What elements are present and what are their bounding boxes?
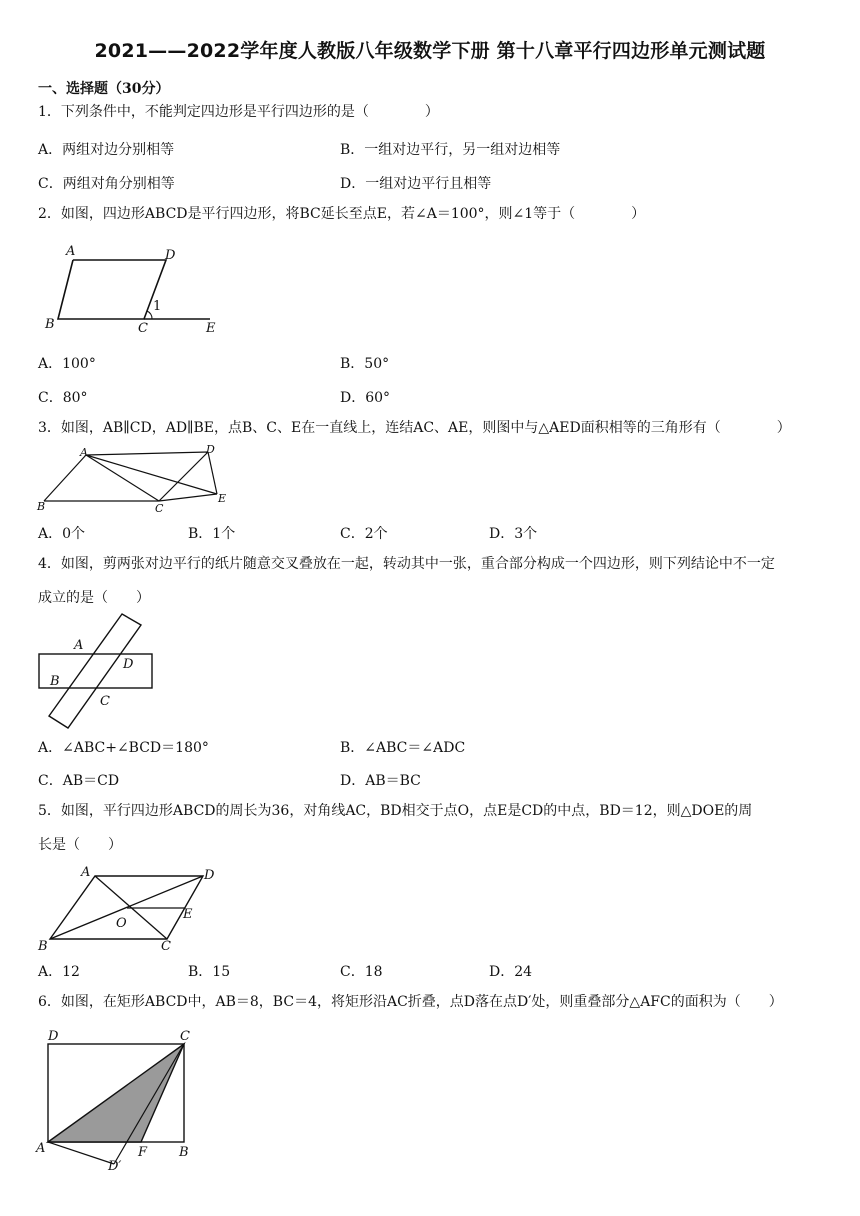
- q1-option-b: B．一组对边平行，另一组对边相等: [340, 142, 561, 158]
- question-4-stem-line-2: 成立的是（ ）: [38, 590, 150, 606]
- q6-folded-rectangle-figure: [34, 1024, 214, 1174]
- q6-label-d-prime: D′: [108, 1159, 122, 1174]
- q4-option-d: D．AB＝BC: [340, 773, 421, 789]
- q2-option-b: B．50°: [340, 356, 390, 372]
- question-5-stem-line-2: 长是（ ）: [38, 837, 122, 853]
- q4-label-b: B: [50, 674, 60, 689]
- q5-option-d: D．24: [489, 964, 533, 980]
- q4-option-c: C．AB＝CD: [38, 773, 120, 789]
- q3-option-c: C．2个: [340, 526, 388, 542]
- q4-label-a: A: [74, 638, 84, 653]
- q2-label-angle-1: 1: [153, 299, 162, 314]
- q5-label-e: E: [183, 907, 193, 922]
- q5-option-c: C．18: [340, 964, 383, 980]
- q2-label-b: B: [45, 317, 55, 332]
- q4-option-a: A．∠ABC+∠BCD＝180°: [38, 740, 209, 756]
- q3-label-a: A: [80, 446, 88, 459]
- q3-option-a: A．0个: [38, 526, 86, 542]
- q5-label-b: B: [38, 939, 48, 954]
- q4-option-b: B．∠ABC＝∠ADC: [340, 740, 466, 756]
- q2-option-d: D．60°: [340, 390, 391, 406]
- q1-option-c: C．两组对角分别相等: [38, 176, 175, 192]
- q1-option-d: D．一组对边平行且相等: [340, 176, 492, 192]
- q2-label-e: E: [206, 321, 216, 336]
- q4-crossed-strips-figure: [36, 612, 158, 732]
- question-6-stem: 6．如图，在矩形ABCD中，AB＝8，BC＝4，将矩形沿AC折叠，点D落在点D′处，则重叠部分△AFC的面积为（ ）: [38, 994, 783, 1010]
- q2-parallelogram-figure: [38, 240, 228, 336]
- page-title: 2021——2022学年度人教版八年级数学下册 第十八章平行四边形单元测试题: [94, 40, 766, 62]
- q2-label-a: A: [66, 244, 76, 259]
- q5-label-c: C: [161, 939, 171, 954]
- q2-label-c: C: [138, 321, 148, 336]
- q3-option-b: B．1个: [188, 526, 236, 542]
- q3-label-b: B: [37, 500, 46, 513]
- q5-option-b: B．15: [188, 964, 231, 980]
- question-4-stem-line-1: 4．如图，剪两张对边平行的纸片随意交叉叠放在一起，转动其中一张，重合部分构成一个四边形，则下列结论中不一定: [38, 556, 775, 572]
- question-1-stem: 1．下列条件中，不能判定四边形是平行四边形的是（ ）: [38, 104, 439, 120]
- q5-label-o: O: [116, 916, 127, 931]
- q6-label-f: F: [138, 1145, 148, 1160]
- q6-label-c: C: [180, 1029, 190, 1044]
- q6-label-a: A: [36, 1141, 46, 1156]
- question-5-stem-line-1: 5．如图，平行四边形ABCD的周长为36，对角线AC，BD相交于点O，点E是CD的中点，BD＝12，则△DOE的周: [38, 803, 753, 819]
- q4-label-d: D: [123, 657, 134, 672]
- question-3-stem: 3．如图，AB∥CD，AD∥BE，点B、C、E在一直线上，连结AC、AE，则图中与△AED面积相等的三角形有（ ）: [38, 420, 791, 436]
- section-heading: 一、选择题（30分）: [38, 81, 170, 97]
- q6-label-b: B: [179, 1145, 189, 1160]
- q5-parallelogram-figure: [36, 862, 226, 954]
- q2-label-d: D: [165, 248, 176, 263]
- question-2-stem: 2．如图，四边形ABCD是平行四边形，将BC延长至点E，若∠A＝100°，则∠1等于（ ）: [38, 206, 646, 222]
- q3-figure: [36, 445, 236, 515]
- q2-option-a: A．100°: [38, 356, 96, 372]
- q5-label-d: D: [204, 868, 215, 883]
- q6-label-d: D: [48, 1029, 59, 1044]
- q5-label-a: A: [81, 865, 91, 880]
- q3-label-e: E: [218, 492, 227, 505]
- q3-label-d: D: [206, 445, 215, 456]
- q3-option-d: D．3个: [489, 526, 538, 542]
- q5-option-a: A．12: [38, 964, 80, 980]
- q4-label-c: C: [100, 694, 110, 709]
- q1-option-a: A．两组对边分别相等: [38, 142, 175, 158]
- q3-label-c: C: [155, 502, 164, 515]
- q2-option-c: C．80°: [38, 390, 88, 406]
